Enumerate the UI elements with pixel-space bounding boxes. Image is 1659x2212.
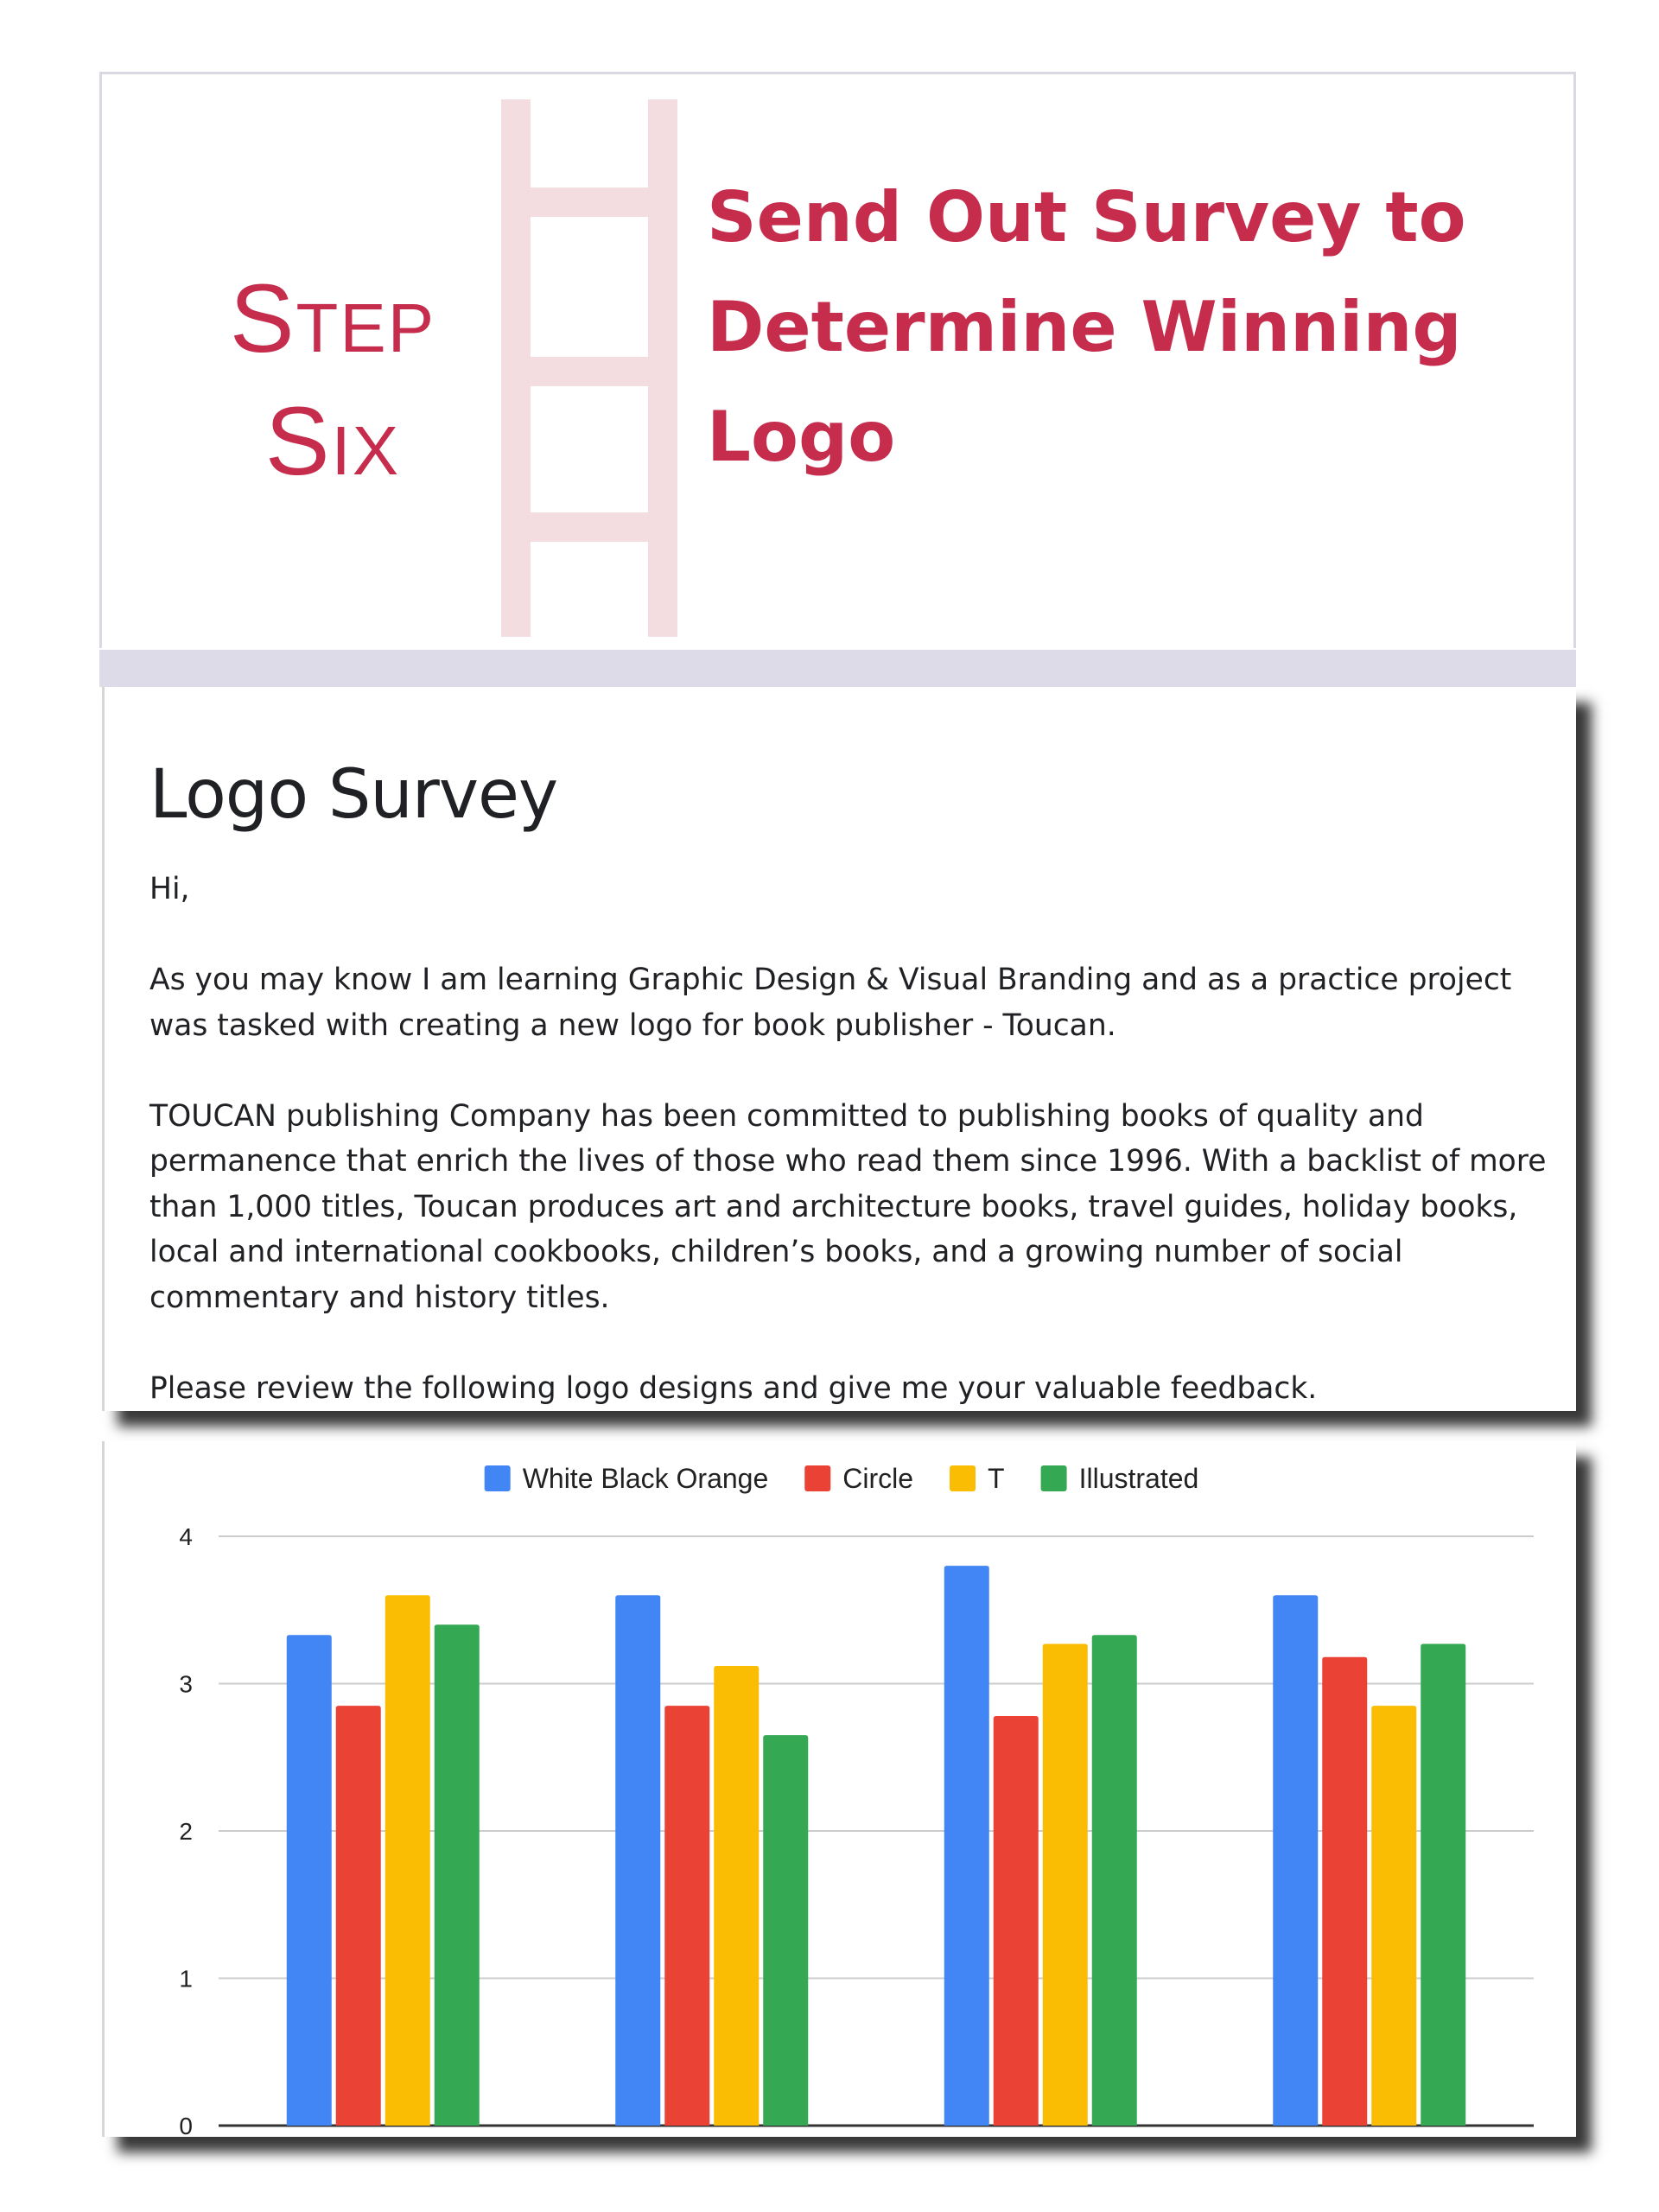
step-word-initial: S xyxy=(229,264,296,372)
legend-label: White Black Orange xyxy=(522,1463,769,1494)
y-tick-label: 0 xyxy=(179,2113,193,2137)
ladder-rung xyxy=(531,188,648,217)
chart-bar xyxy=(287,1635,332,2126)
ladder-rail-right xyxy=(648,99,677,637)
step-word-six xyxy=(199,387,467,495)
chart-bar xyxy=(435,1624,480,2126)
chart-bar xyxy=(664,1706,709,2126)
chart-bar xyxy=(1371,1706,1416,2126)
chart-bar xyxy=(714,1666,759,2126)
y-tick-label: 2 xyxy=(179,1818,193,1845)
survey-paragraph: Please review the following logo designs and give me your valuable feedback. xyxy=(149,1370,1318,1406)
chart-bar xyxy=(994,1716,1039,2126)
survey-paragraph: TOUCAN publishing Company has been committed to publishing books of quality and permanence that enrich the lives of those who read them since 1996. With a backlist of more than 1,000 titles, Toucan produces art and architecture books, travel guides, holiday books, local and international cookbooks, children’s books, and a growing number of social commentary and history titles. xyxy=(149,1098,1547,1315)
legend-swatch xyxy=(485,1465,511,1491)
ladder-rung xyxy=(531,512,648,542)
y-tick-label: 1 xyxy=(179,1965,193,1993)
legend-swatch xyxy=(1041,1465,1067,1491)
chart-bar xyxy=(1092,1635,1137,2126)
survey-description xyxy=(149,867,1549,1411)
survey-form-card xyxy=(102,687,1576,1411)
ladder-rail-left xyxy=(501,99,531,637)
ladder-rung xyxy=(531,357,648,386)
chart-bar xyxy=(1322,1657,1367,2126)
survey-title: Logo Survey xyxy=(149,756,558,834)
step-word-step xyxy=(199,264,467,372)
chart-bar xyxy=(336,1706,381,2126)
legend-label: Circle xyxy=(842,1463,914,1494)
step-title-line: Send Out Survey to xyxy=(707,177,1466,257)
step-title xyxy=(707,162,1536,492)
step-word-initial: S xyxy=(264,387,332,495)
results-bar-chart xyxy=(105,1441,1576,2137)
survey-paragraph: Hi, xyxy=(149,872,190,906)
banner-divider xyxy=(99,650,1576,687)
legend-label: Illustrated xyxy=(1078,1463,1199,1494)
survey-paragraph: As you may know I am learning Graphic Design & Visual Branding and as a practice project was tasked with creating a new logo for book publisher - Toucan. xyxy=(149,963,1512,1043)
chart-bar xyxy=(1273,1595,1318,2126)
step-title-line: Logo xyxy=(707,397,896,477)
step-word-rest: TEP xyxy=(296,289,436,366)
legend-swatch xyxy=(804,1465,830,1491)
chart-bar xyxy=(1421,1643,1465,2126)
chart-bar xyxy=(1043,1643,1088,2126)
y-tick-label: 3 xyxy=(179,1670,193,1698)
chart-bar xyxy=(615,1595,660,2126)
step-word-rest: IX xyxy=(331,412,401,489)
chart-bar xyxy=(763,1735,808,2126)
chart-bar xyxy=(385,1595,430,2126)
ladder-graphic xyxy=(501,99,677,637)
legend-swatch xyxy=(950,1465,976,1491)
legend-label: T xyxy=(988,1463,1005,1494)
chart-bar xyxy=(944,1566,989,2126)
y-tick-label: 4 xyxy=(179,1523,193,1550)
step-title-line: Determine Winning xyxy=(707,287,1462,367)
results-chart-card xyxy=(102,1441,1576,2137)
